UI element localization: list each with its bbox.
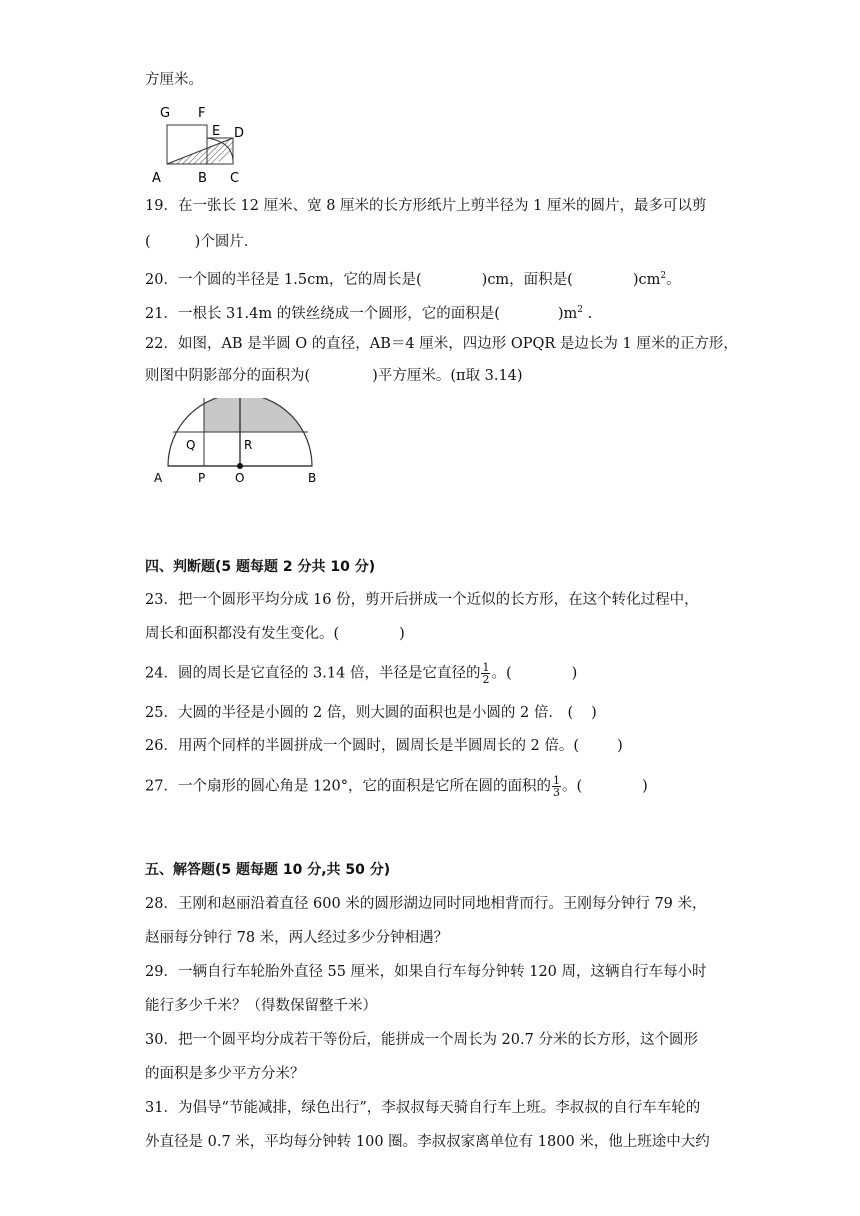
- label-F: F: [198, 106, 206, 121]
- label-B: B: [308, 471, 317, 485]
- question-19-line2: ( )个圆片．: [145, 234, 259, 250]
- label-A: A: [154, 471, 163, 485]
- section-heading-true-false: 四、判断题(5 题每题 2 分共 10 分): [145, 559, 376, 575]
- question-23-line2: 周长和面积都没有发生变化。( ): [145, 626, 405, 642]
- question-20: 20．一个圆的半径是 1.5cm，它的周长是( )cm，面积是( )$cm^2$。: [145, 271, 681, 288]
- continued-text: 方厘米。: [145, 72, 203, 88]
- question-29-line1: 29．一辆自行车轮胎外直径 55 厘米，如果自行车每分钟转 120 周，这辆自行车每小时: [145, 964, 707, 980]
- question-25: 25．大圆的半径是小圆的 2 倍，则大圆的面积也是小圆的 2 倍． ( ): [145, 705, 597, 721]
- label-E: E: [212, 124, 221, 139]
- question-27: 27．一个扇形的圆心角是 120°，它的面积是它所在圆的面积的 $\frac{1}{3}$ 。( ): [145, 774, 648, 799]
- label-Q: Q: [186, 438, 196, 452]
- question-30-line2: 的面积是多少平方分米？: [145, 1066, 305, 1082]
- question-29-line2: 能行多少千米？（得数保留整千米）: [145, 998, 377, 1014]
- fraction: $\frac{1}{2}$: [482, 661, 490, 686]
- question-31-line2: 外直径是 0.7 米，平均每分钟转 100 圈。李叔叔家离单位有 1800 米，他上班途中大约: [145, 1134, 710, 1150]
- figure-squares: [150, 100, 260, 190]
- question-22-line2: 则图中阴影部分的面积为( )平方厘米。(π取 3.14): [145, 368, 523, 384]
- fraction: $\frac{1}{3}$: [552, 774, 560, 799]
- label-P: P: [198, 471, 206, 485]
- section-heading-solutions: 五、解答题(5 题每题 10 分,共 50 分): [145, 862, 391, 878]
- label-O: O: [235, 471, 245, 485]
- question-24: 24．圆的周长是它直径的 3.14 倍，半径是它直径的 $\frac{1}{2}$ 。( ): [145, 661, 578, 686]
- question-26: 26．用两个同样的半圆拼成一个圆时，圆周长是半圆周长的 2 倍。( ): [145, 738, 623, 754]
- question-19-line1: 19．在一张长 12 厘米、宽 8 厘米的长方形纸片上剪半径为 1 厘米的圆片，最多可以剪: [145, 198, 707, 214]
- label-R: R: [244, 438, 253, 452]
- label-B: B: [198, 171, 207, 186]
- question-28-line1: 28．王刚和赵丽沿着直径 600 米的圆形湖边同时同地相背而行。王刚每分钟行 79 米，: [145, 896, 707, 912]
- question-23-line1: 23．把一个圆形平均分成 16 份，剪开后拼成一个近似的长方形，在这个转化过程中，: [145, 592, 699, 608]
- figure-semicircle: [148, 398, 338, 490]
- label-D: D: [234, 126, 245, 141]
- label-G: G: [160, 106, 171, 121]
- label-C: C: [230, 171, 240, 186]
- question-30-line1: 30．把一个圆平均分成若干等份后，能拼成一个周长为 20.7 分米的长方形，这个圆形: [145, 1032, 698, 1048]
- question-31-line1: 31．为倡导“节能减排，绿色出行”，李叔叔每天骑自行车上班。李叔叔的自行车车轮的: [145, 1100, 701, 1116]
- question-28-line2: 赵丽每分钟行 78 米，两人经过多少分钟相遇？: [145, 930, 449, 946]
- question-21: 21．一根长 31.4m 的铁丝绕成一个圆形，它的面积是( )$m^2$ .: [145, 305, 593, 322]
- label-A: A: [152, 171, 161, 186]
- question-22-line1: 22．如图，AB 是半圆 O 的直径，AB＝4 厘米，四边形 OPQR 是边长为 1 厘米的正方形，: [145, 336, 738, 352]
